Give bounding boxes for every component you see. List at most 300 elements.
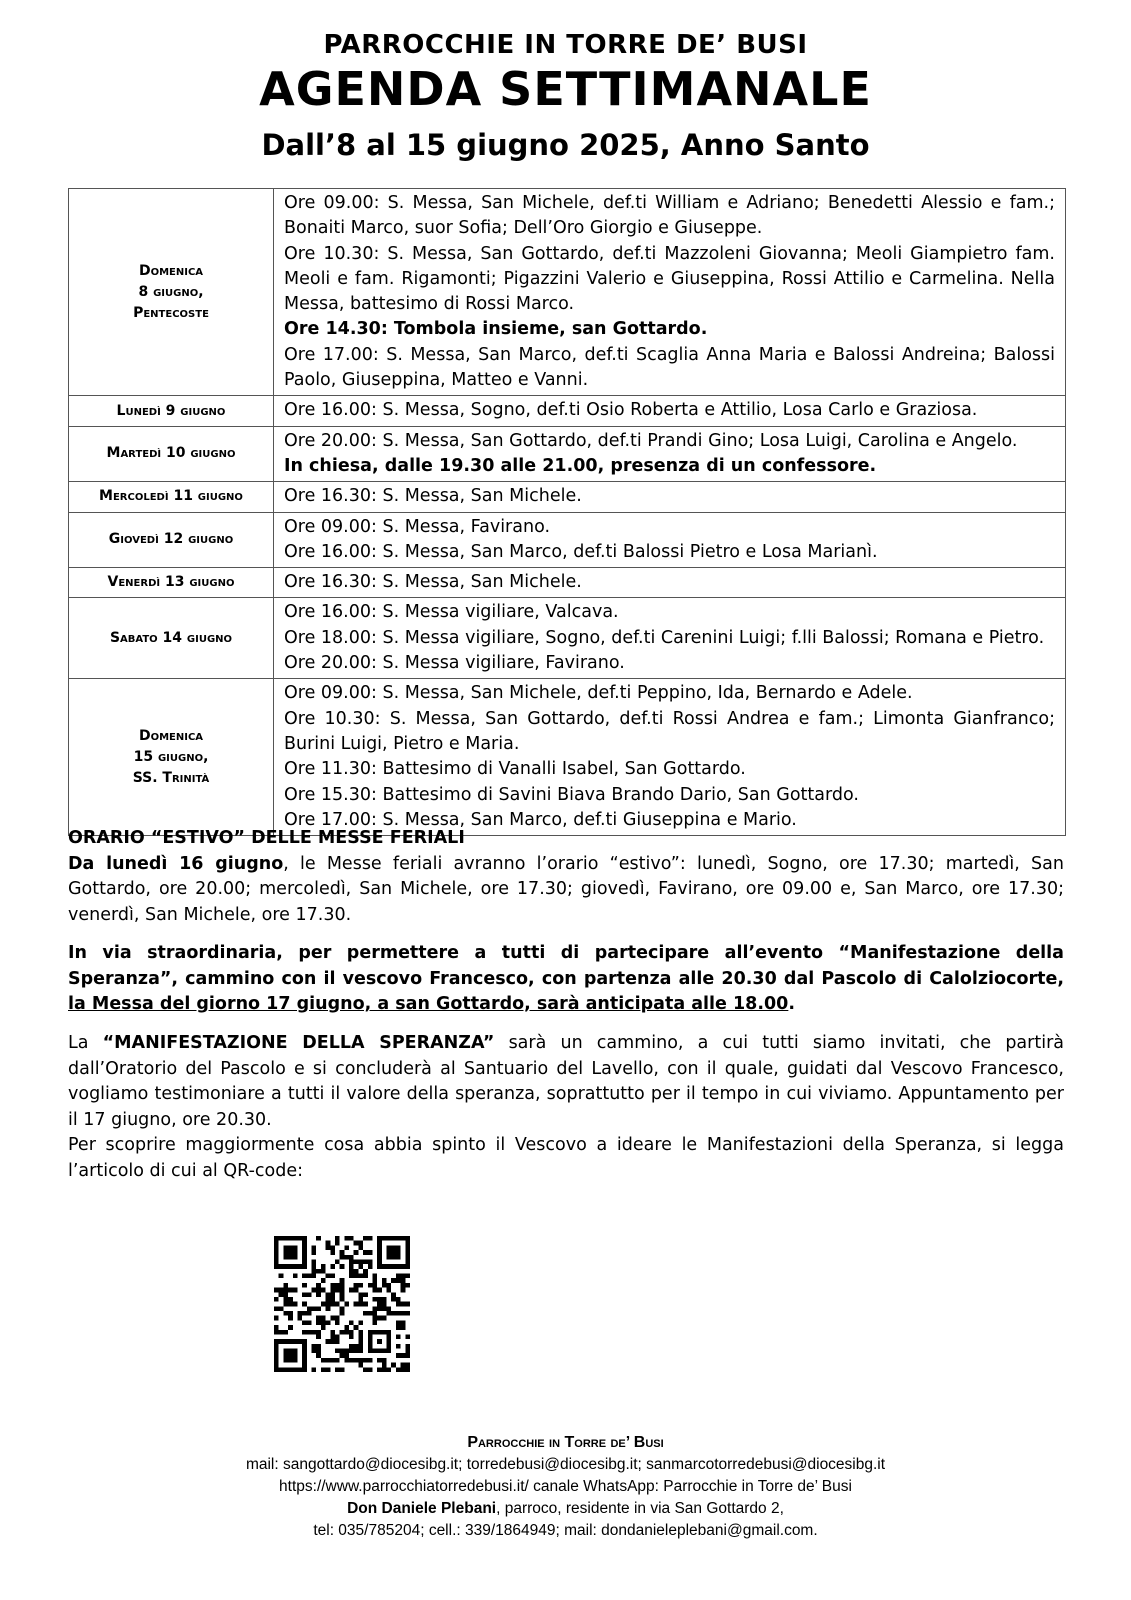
manifestation-paragraph [68,1031,1064,1133]
qr-module [316,1236,321,1241]
qr-module [335,1259,340,1264]
qr-module [288,1297,293,1302]
qr-module [349,1255,354,1260]
event-line: Ore 17.00: S. Messa, San Marco, def.ti Scaglia Anna Maria e Balossi Andreina; Balossi Paolo, Giuseppina, Matteo e Vanni. [284,344,1055,391]
event-line: Ore 16.30: S. Messa, San Michele. [284,486,582,507]
qr-module [312,1274,317,1279]
qr-module [316,1349,321,1354]
agenda-events [274,482,1066,512]
qr-module [274,1306,279,1311]
qr-module [405,1363,410,1368]
qr-module [312,1288,317,1293]
qr-module [401,1363,406,1368]
qr-module [321,1320,326,1325]
event-line: Ore 11.30: Battesimo di Vanalli Isabel, San Gottardo. [284,759,746,780]
summer-heading: ORARIO “ESTIVO” DELLE MESSE FERIALI [68,828,465,848]
qr-module [377,1306,382,1311]
summer-schedule-section [68,826,1064,928]
qr-module [326,1241,331,1246]
agenda-row [69,396,1066,426]
qr-module [340,1250,345,1255]
summer-lead: Da lunedì 16 giugno [68,853,284,874]
qr-module [335,1283,340,1288]
qr-module [335,1241,340,1246]
qr-module [363,1302,368,1307]
qr-module [358,1264,363,1269]
qr-module [288,1325,293,1330]
qr-module [321,1325,326,1330]
event-line: Ore 14.30: Tombola insieme, san Gottardo. [284,319,708,340]
manifest-text: sarà un cammino, a cui tutti siamo invitati, che partirà dall’Oratorio del Pascolo e si concluderà al Santuario del Lavello, con il quale, guidati dal Vescovo Francesco, vogliamo testimoniare a tutti il valore della speranza, soprattutto per il tempo in cui viviamo. Appuntamento per il 17 giugno, ore 20.30. [68,1033,1064,1130]
qr-module [349,1334,354,1339]
event-line: Ore 10.30: S. Messa, San Gottardo, def.ti Rossi Andrea e fam.; Limonta Gianfranco; Burini Luigi, Pietro e Maria. [284,708,1055,754]
agenda-events [274,598,1066,679]
qr-module [363,1250,368,1255]
qr-module [344,1245,349,1250]
qr-module [321,1302,326,1307]
qr-module [293,1302,298,1307]
day-label-line: Domenica [138,727,204,744]
qr-intro: Per scoprire maggiormente cosa abbia spinto il Vescovo a ideare le Manifestazioni della Speranza, si legga l’articolo di cui al QR-code: [68,1135,1064,1181]
qr-module [405,1311,410,1316]
event-line: Ore 10.30: S. Messa, San Gottardo, def.ti Mazzoleni Giovanna; Meoli Giampietro fam. Meoli e fam. Rigamonti; Pigazzini Valerio e Giuseppina, Rossi Attilio e Carmelina. Nella Messa, battesimo di Rossi Marco. [284,243,1055,315]
qr-module [330,1274,335,1279]
qr-module [349,1320,354,1325]
qr-module [372,1283,377,1288]
event-line: Ore 18.00: S. Messa vigiliare, Sogno, def.ti Carenini Luigi; f.lli Balossi; Romana e Pietro. [284,627,1045,648]
agenda-events [274,512,1066,568]
agenda-row [69,568,1066,598]
qr-module [391,1363,396,1368]
qr-module [326,1274,331,1279]
qr-module [335,1334,340,1339]
footer-contacts: tel: 035/785204; cell.: 339/1864949; mail: dondanieleplebani@gmail.com. [313,1522,818,1539]
qr-module [330,1330,335,1335]
qr-module [377,1358,382,1363]
qr-module [396,1274,401,1279]
agenda-events [274,679,1066,836]
qr-module [340,1353,345,1358]
qr-module [363,1236,368,1241]
qr-module [387,1283,392,1288]
qr-module [344,1358,349,1363]
qr-module [297,1311,302,1316]
qr-module [312,1330,317,1335]
agenda-day [69,189,274,396]
special-notice [68,941,1064,1018]
qr-module [302,1302,307,1307]
qr-module [316,1283,321,1288]
manifest-bold: “MANIFESTAZIONE DELLA SPERANZA” [102,1033,495,1053]
summer-paragraph [68,852,1064,929]
agenda-day [69,396,274,426]
qr-module [340,1264,345,1269]
qr-module [382,1302,387,1307]
event-line: Ore 15.30: Battesimo di Savini Biava Brando Dario, San Gottardo. [284,784,859,805]
qr-module [405,1349,410,1354]
qr-module [372,1297,377,1302]
qr-module [340,1349,345,1354]
qr-module [316,1334,321,1339]
qr-module [283,1330,288,1335]
qr-module [396,1278,401,1283]
qr-module [293,1288,298,1293]
qr-module [335,1288,340,1293]
qr-module [335,1320,340,1325]
qr-module [340,1297,345,1302]
qr-module [372,1311,377,1316]
qr-module [344,1255,349,1260]
qr-module [358,1274,363,1279]
qr-module [316,1288,321,1293]
qr-module [382,1297,387,1302]
qr-module [302,1274,307,1279]
qr-module [321,1278,326,1283]
qr-module [326,1245,331,1250]
day-label-line: Sabato 14 giugno [109,629,233,646]
qr-module [312,1367,317,1372]
qr-module [316,1330,321,1335]
qr-module [283,1288,288,1293]
qr-module [288,1302,293,1307]
qr-module [307,1274,312,1279]
qr-module [372,1316,377,1321]
day-label-line: Pentecoste [133,304,209,321]
qr-module [358,1334,363,1339]
qr-module [330,1297,335,1302]
agenda-row [69,482,1066,512]
event-line: Ore 17.00: S. Messa, San Marco, def.ti Giuseppina e Mario. [284,809,797,830]
agenda-events [274,189,1066,396]
qr-code[interactable] [274,1236,410,1372]
page-title: AGENDA SETTIMANALE [259,62,872,116]
qr-module [358,1349,363,1354]
qr-module [312,1349,317,1354]
qr-module [316,1320,321,1325]
qr-module [330,1288,335,1293]
qr-module [354,1349,359,1354]
qr-module [396,1367,401,1372]
qr-module [377,1316,382,1321]
qr-module [330,1358,335,1363]
manifest-pre: La [68,1033,103,1053]
qr-module [354,1358,359,1363]
qr-module [335,1236,340,1241]
qr-module [382,1278,387,1283]
qr-module [326,1367,331,1372]
qr-module [401,1283,406,1288]
qr-module [279,1306,284,1311]
qr-module [326,1358,331,1363]
manifestation-section [68,1031,1064,1184]
qr-module [302,1320,307,1325]
qr-module [288,1288,293,1293]
qr-module [382,1306,387,1311]
agenda-events [274,396,1066,426]
qr-module [283,1297,288,1302]
qr-module [330,1245,335,1250]
qr-module [354,1269,359,1274]
event-line: Ore 09.00: S. Messa, Favirano. [284,516,551,537]
qr-module [377,1297,382,1302]
qr-module [302,1311,307,1316]
qr-module [368,1264,373,1269]
qr-module [396,1297,401,1302]
event-line: Ore 16.30: S. Messa, San Michele. [284,572,582,593]
qr-module [335,1349,340,1354]
qr-module [307,1330,312,1335]
qr-module [340,1283,345,1288]
qr-module [363,1358,368,1363]
qr-module [405,1334,410,1339]
qr-module [368,1250,373,1255]
summer-text: , le Messe feriali avranno l’orario “estivo”: lunedì, Sogno, ore 17.30; martedì, San Gottardo, ore 20.00; mercoledì, San Michele, ore 17.30; giovedì, Favirano, ore 09.00 e, San Marco, ore 17.30; venerdì, San Michele, ore 17.30. [68,853,1064,925]
qr-module [405,1367,410,1372]
qr-module [358,1292,363,1297]
qr-module [401,1325,406,1330]
qr-module [401,1278,406,1283]
qr-module [372,1278,377,1283]
qr-module [382,1316,387,1321]
qr-module [405,1283,410,1288]
qr-module [363,1367,368,1372]
qr-module [344,1236,349,1241]
qr-module [293,1274,298,1279]
qr-module [349,1269,354,1274]
event-line: Ore 16.00: S. Messa vigiliare, Valcava. [284,602,619,623]
qr-module [358,1344,363,1349]
qr-module [387,1306,392,1311]
agenda-row [69,512,1066,568]
qr-module [396,1353,401,1358]
qr-module [401,1353,406,1358]
qr-module [401,1302,406,1307]
agenda-day [69,679,274,836]
qr-module [401,1288,406,1293]
qr-module [363,1311,368,1316]
qr-module [391,1297,396,1302]
qr-module [354,1325,359,1330]
qr-module [358,1241,363,1246]
qr-module [312,1245,317,1250]
footer-web: https://www.parrocchiatorredebusi.it/ canale WhatsApp: Parrocchie in Torre de’ Busi [279,1478,852,1495]
qr-module [340,1255,345,1260]
qr-module [344,1302,349,1307]
qr-module [391,1292,396,1297]
qr-module [363,1259,368,1264]
qr-module [358,1320,363,1325]
day-label-line: Venerdì 13 giugno [107,574,235,591]
qr-module [405,1353,410,1358]
qr-module [391,1278,396,1283]
qr-module [340,1278,345,1283]
qr-module [335,1302,340,1307]
qr-module [302,1283,307,1288]
qr-module [382,1358,387,1363]
qr-module [279,1288,284,1293]
qr-module [335,1358,340,1363]
qr-module [279,1292,284,1297]
qr-module [396,1320,401,1325]
qr-module [387,1367,392,1372]
date-subtitle: Dall’8 al 15 giugno 2025, Anno Santo [261,128,870,162]
qr-module [326,1292,331,1297]
qr-module [330,1316,335,1321]
agenda-events [274,426,1066,482]
qr-module [316,1269,321,1274]
agenda-row [69,679,1066,836]
qr-module [368,1259,373,1264]
qr-module [349,1288,354,1293]
qr-module [283,1283,288,1288]
qr-module [316,1292,321,1297]
qr-module [279,1274,284,1279]
agenda-day [69,598,274,679]
qr-module [382,1367,387,1372]
qr-module [368,1311,373,1316]
qr-module [330,1302,335,1307]
qr-module [368,1367,373,1372]
qr-module [330,1264,335,1269]
qr-module [326,1302,331,1307]
qr-module [312,1259,317,1264]
qr-module [358,1283,363,1288]
agenda-day [69,568,274,598]
qr-module [316,1316,321,1321]
qr-module [358,1363,363,1368]
qr-module [372,1274,377,1279]
qr-module [387,1288,392,1293]
qr-module [279,1330,284,1335]
agenda-row [69,426,1066,482]
qr-module [377,1367,382,1372]
qr-module [358,1358,363,1363]
qr-module [297,1316,302,1321]
priest-name: Don Daniele Plebani [347,1500,497,1517]
qr-module [340,1311,345,1316]
qr-module [372,1320,377,1325]
qr-module [363,1274,368,1279]
qr-module [396,1334,401,1339]
qr-module [312,1250,317,1255]
qr-module [396,1302,401,1307]
qr-module [377,1288,382,1293]
qr-module [396,1325,401,1330]
qr-module [358,1297,363,1302]
qr-module [358,1259,363,1264]
qr-module [340,1306,345,1311]
qr-module [274,1330,279,1335]
qr-module [340,1292,345,1297]
qr-module [354,1283,359,1288]
qr-module [344,1353,349,1358]
qr-module [321,1358,326,1363]
day-label-line: SS. Trinità [132,769,210,786]
qr-module [326,1306,331,1311]
agenda-row [69,598,1066,679]
event-line: Ore 20.00: S. Messa vigiliare, Favirano. [284,653,625,674]
qr-module [354,1274,359,1279]
qr-module [330,1283,335,1288]
qr-module [358,1302,363,1307]
qr-module [354,1344,359,1349]
qr-module [302,1292,307,1297]
agenda-day [69,426,274,482]
qr-module [401,1274,406,1279]
footer [0,1432,1131,1542]
qr-module [283,1292,288,1297]
qr-module [358,1330,363,1335]
qr-module [335,1367,340,1372]
qr-module [321,1367,326,1372]
qr-module [349,1236,354,1241]
day-label-line: 8 giugno, [138,283,204,300]
qr-module [312,1264,317,1269]
parish-heading: PARROCCHIE IN TORRE DE’ BUSI [323,30,808,60]
event-line: Ore 20.00: S. Messa, San Gottardo, def.ti Prandi Gino; Losa Luigi, Carolina e Angelo. [284,430,1018,451]
qr-module [307,1320,312,1325]
qr-module [326,1339,331,1344]
agenda-day [69,512,274,568]
qr-module [330,1250,335,1255]
qr-module [316,1344,321,1349]
special-underlined: la Messa del giorno 17 giugno, a san Gottardo, sarà anticipata alle 18.00 [68,994,789,1014]
qr-module [321,1264,326,1269]
qr-module [312,1344,317,1349]
qr-module [401,1311,406,1316]
event-line: Ore 09.00: S. Messa, San Michele, def.ti William e Adriano; Benedetti Alessio e fam.; Bonaiti Marco, suor Sofia; Dell’Oro Giorgio e Giuseppe. [284,193,1055,239]
special-end: . [788,994,796,1014]
qr-module [401,1320,406,1325]
qr-module [344,1330,349,1335]
agenda-day [69,482,274,512]
qr-module [340,1288,345,1293]
qr-module [302,1330,307,1335]
qr-module [382,1363,387,1368]
day-label-line: Domenica [138,262,204,279]
qr-module [274,1316,279,1321]
qr-module [354,1241,359,1246]
event-line: Ore 16.00: S. Messa, San Marco, def.ti Balossi Pietro e Losa Marianì. [284,541,878,562]
agenda-events [274,568,1066,598]
qr-module [401,1367,406,1372]
qr-module [349,1344,354,1349]
qr-module [377,1302,382,1307]
qr-module [274,1288,279,1293]
qr-module [405,1274,410,1279]
agenda-row [69,189,1066,396]
qr-module [274,1325,279,1330]
footer-priest [0,1498,1131,1520]
qr-module [368,1358,373,1363]
event-line: Ore 09.00: S. Messa, San Michele, def.ti Peppino, Ida, Bernardo e Adele. [284,683,913,704]
qr-module [354,1259,359,1264]
qr-module [344,1325,349,1330]
qr-module [354,1302,359,1307]
qr-module [405,1344,410,1349]
qr-module [307,1311,312,1316]
qr-module [363,1292,368,1297]
qr-module [363,1269,368,1274]
special-text: In via straordinaria, per permettere a tutti di partecipare all’evento “Manifestazione della Speranza”, cammino con il vescovo Francesco, con partenza alle 20.30 dal Pascolo di Calolziocorte, [68,943,1064,989]
qr-module [326,1320,331,1325]
qr-module [368,1283,373,1288]
qr-module [358,1245,363,1250]
qr-module [321,1288,326,1293]
qr-module [396,1311,401,1316]
qr-module [344,1349,349,1354]
event-line: Ore 16.00: S. Messa, Sogno, def.ti Osio Roberta e Attilio, Losa Carlo e Graziosa. [284,400,978,421]
